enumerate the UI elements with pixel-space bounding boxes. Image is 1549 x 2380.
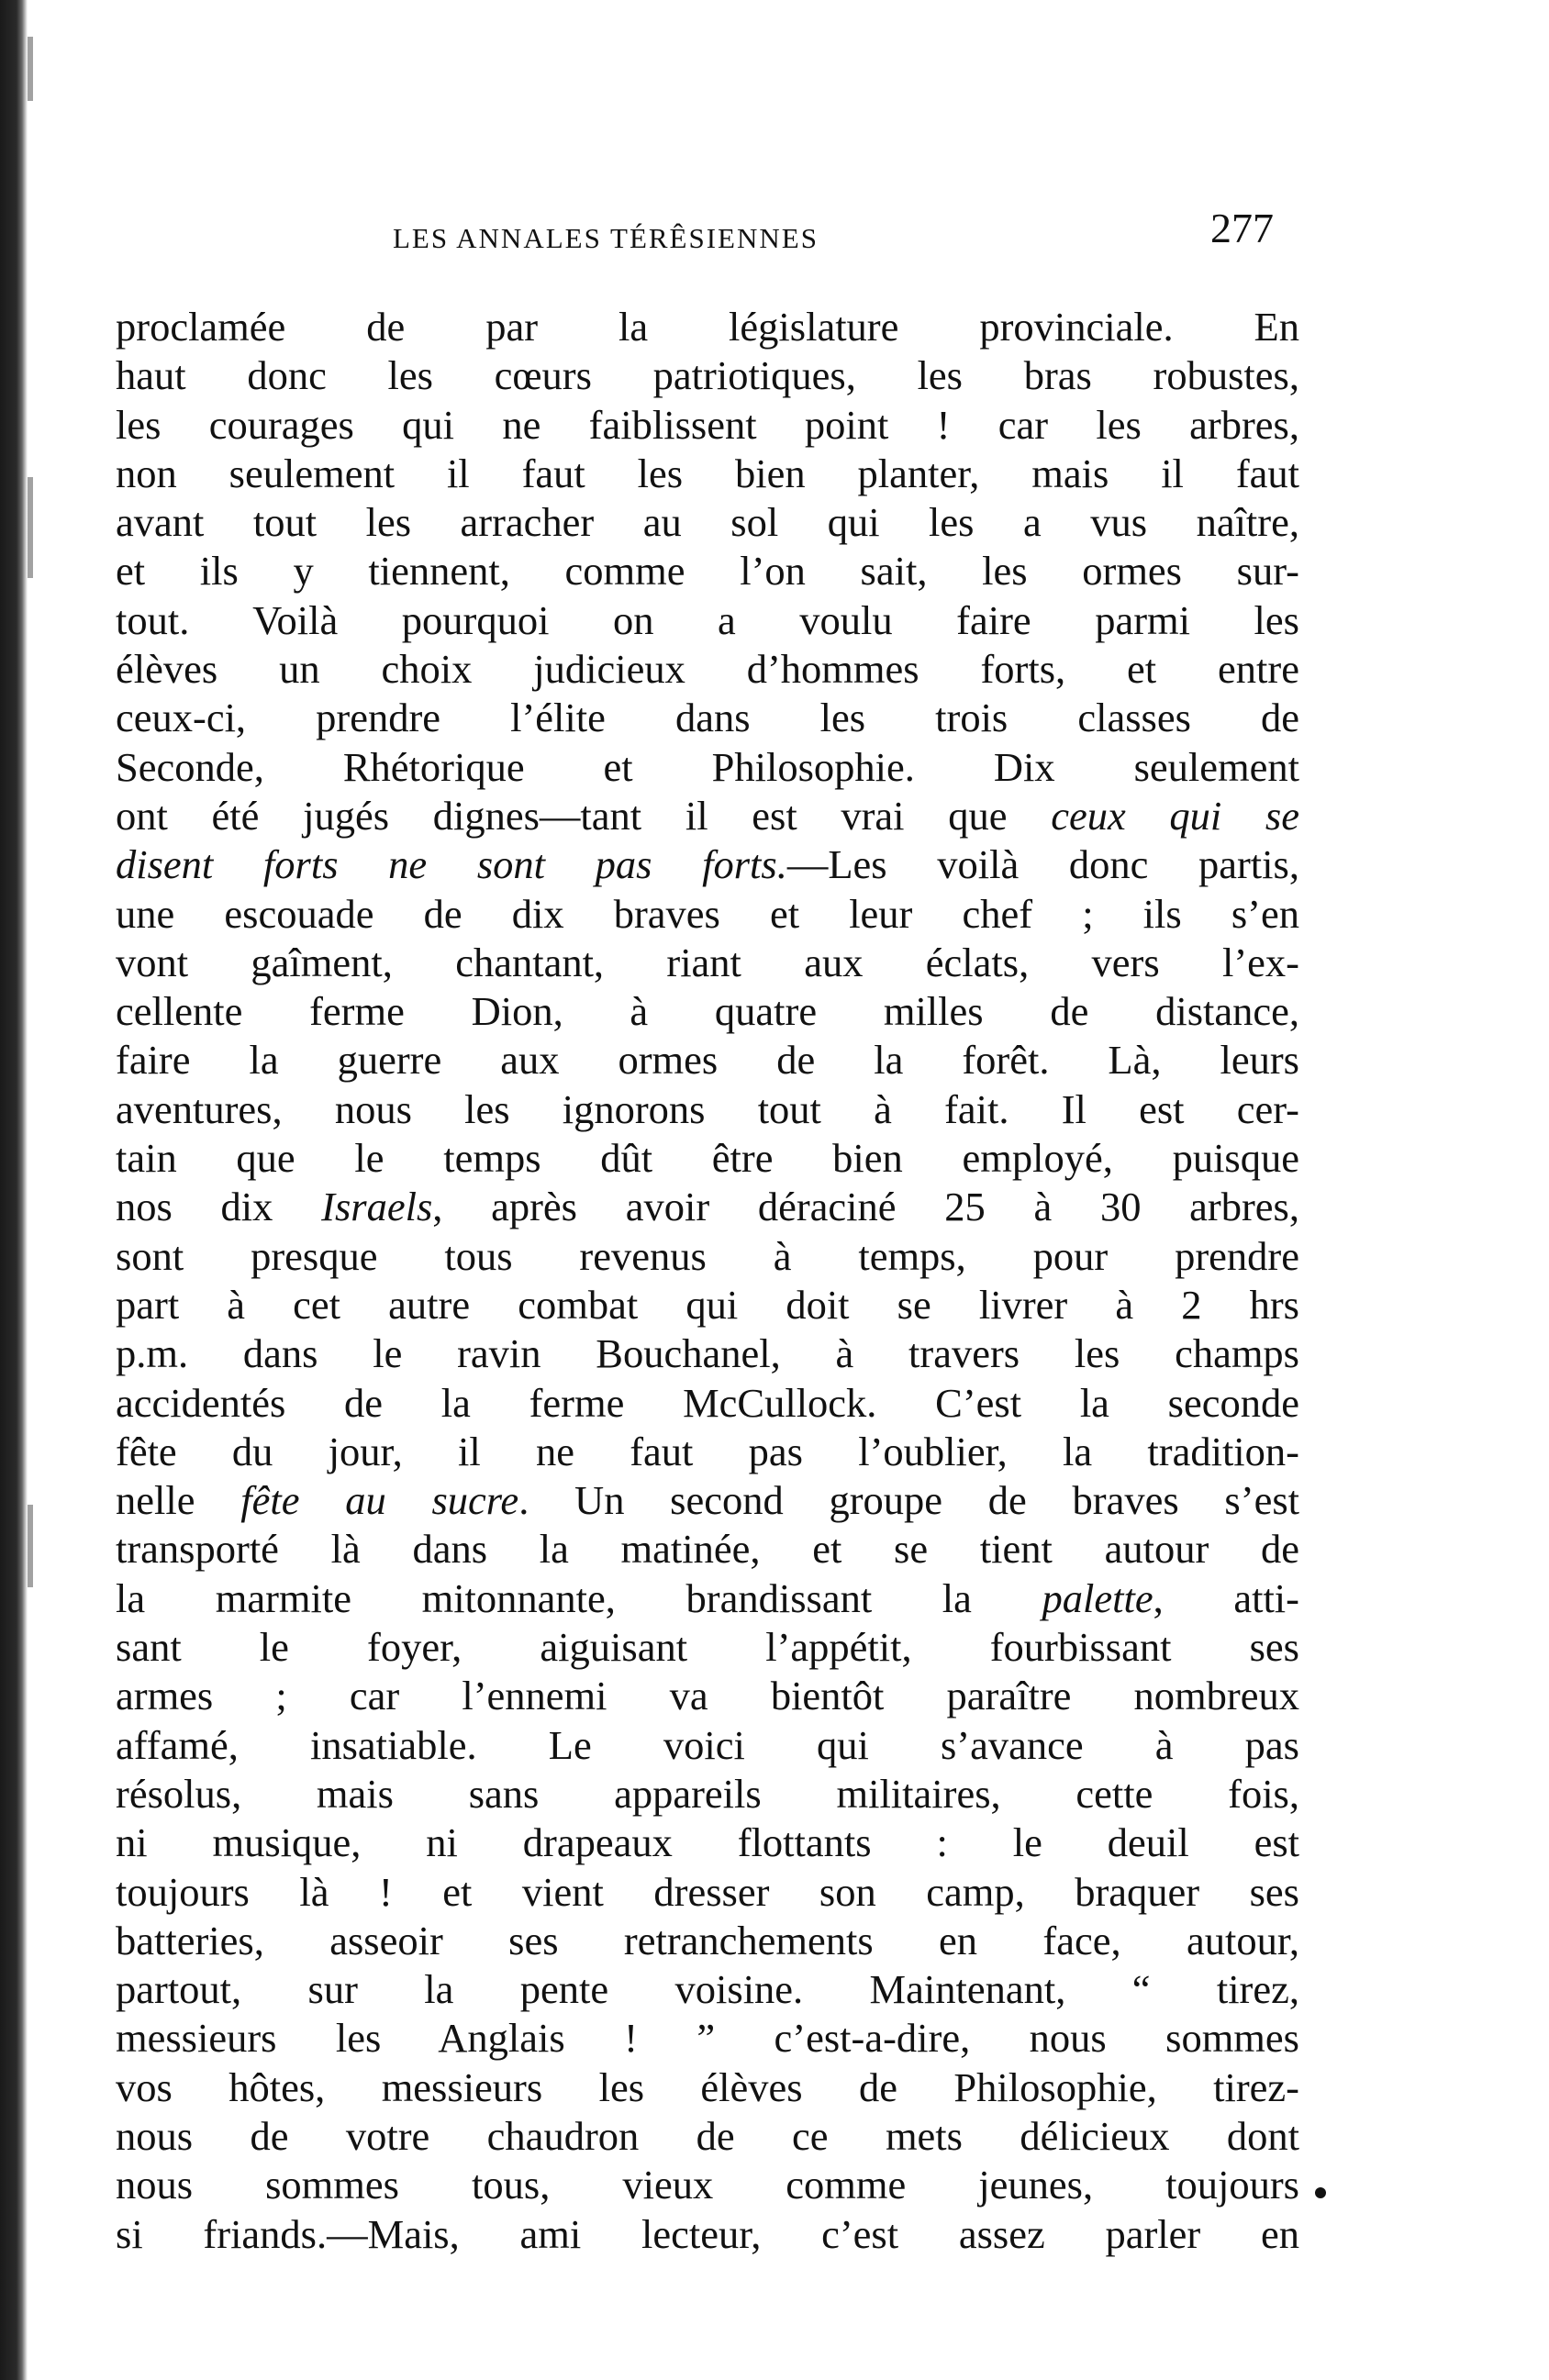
text-line [116,596,1299,645]
text-segment: , atti- [1153,1574,1299,1621]
italic-text: disent forts ne sont pas forts. [116,841,787,888]
text-line [116,792,1299,840]
page-number: 277 [1210,205,1274,251]
text-segment: messieurs les Anglais ! ” c’est-a-dire, nous sommes [116,2015,1299,2062]
text-segment: non seulement il faut les bien planter, mais il faut [116,450,1299,496]
text-segment: armes ; car l’ennemi va bientôt paraître nombreux [116,1673,1299,1719]
text-line [116,1868,1299,1917]
text-segment: cellente ferme Dion, à quatre milles de distance, [116,988,1299,1035]
text-line [116,351,1299,400]
text-segment: batteries, asseoir ses retranchements en face, autour, [116,1917,1299,1963]
running-title: LES ANNALES TÉRÊSIENNES [393,222,819,254]
text-segment: si friands.—Mais, ami lecteur, c’est assez parler en [116,2210,1299,2257]
text-line [116,1379,1299,1428]
text-line [116,890,1299,939]
text-line [116,1281,1299,1329]
text-segment: Seconde, Rhétorique et Philosophie. Dix seulement [116,743,1299,790]
text-segment: et ils y tiennent, comme l’on sait, les ormes sur- [116,548,1299,595]
text-line [116,2063,1299,2112]
text-segment: , après avoir déraciné 25 à 30 arbres, [432,1184,1300,1230]
binding-speck [28,37,33,101]
text-segment: avant tout les arracher au sol qui les a vus naître, [116,499,1299,546]
text-segment: sont presque tous revenus à temps, pour prendre [116,1232,1299,1279]
text-segment: élèves un choix judicieux d’hommes forts, et entre [116,646,1299,693]
text-segment: nous sommes tous, vieux comme jeunes, toujours [116,2162,1299,2208]
text-segment: fête du jour, il ne faut pas l’oublier, la tradition- [116,1428,1299,1474]
text-line [116,2161,1299,2209]
text-line [116,2112,1299,2161]
italic-text: Israels [321,1184,433,1230]
text-line [116,987,1299,1036]
text-segment: toujours là ! et vient dresser son camp, braquer ses [116,1868,1299,1915]
text-segment: partout, sur la pente voisine. Maintenant, “ tirez, [116,1966,1299,2013]
text-segment: la marmite mitonnante, brandissant la [116,1574,1042,1621]
text-line [116,939,1299,987]
text-line [116,743,1299,792]
binding-speck [28,1505,33,1587]
text-segment: sant le foyer, aiguisant l’appétit, fourbissant ses [116,1624,1299,1671]
text-segment: p.m. dans le ravin Bouchanel, à travers les champs [116,1330,1299,1377]
text-line [116,498,1299,547]
text-line [116,2014,1299,2063]
text-line [116,1476,1299,1525]
italic-text: palette [1042,1574,1153,1621]
text-line [116,547,1299,595]
body-text [116,303,1299,2259]
text-line [116,450,1299,498]
text-segment: ont été jugés dignes—tant il est vrai que [116,792,1052,839]
text-line [116,1818,1299,1867]
margin-mark [1315,2187,1326,2198]
text-segment: accidentés de la ferme McCullock. C’est la seconde [116,1379,1299,1426]
text-segment: tain que le temps dût être bien employé, puisque [116,1135,1299,1182]
text-segment: transporté là dans la matinée, et se tient autour de [116,1526,1299,1573]
text-segment: aventures, nous les ignorons tout à fait. Il est cer- [116,1085,1299,1132]
text-line [116,1232,1299,1281]
text-line [116,1574,1299,1623]
running-head [116,204,1274,268]
text-line [116,645,1299,694]
text-segment: ni musique, ni drapeaux flottants : le deuil est [116,1819,1299,1866]
text-segment: . Un second groupe de braves s’est [518,1477,1299,1524]
binding-speck [28,477,33,578]
text-line [116,1623,1299,1672]
text-line [116,694,1299,742]
text-segment: proclamée de par la législature provinciale. En [116,304,1299,350]
text-line [116,1428,1299,1476]
text-line [116,1134,1299,1183]
text-line [116,303,1299,351]
text-segment: part à cet autre combat qui doit se livrer à 2 hrs [116,1281,1299,1328]
text-segment: —Les voilà donc partis, [786,841,1299,888]
text-line [116,1525,1299,1574]
text-segment: une escouade de dix braves et leur chef ; ils s’en [116,890,1299,937]
text-segment: nous de votre chaudron de ce mets délicieux dont [116,2112,1299,2159]
text-segment: nos dix [116,1184,322,1230]
text-line [116,1036,1299,1084]
italic-text: ceux qui se [1051,792,1300,839]
text-line [116,1917,1299,1965]
text-line [116,1329,1299,1378]
text-segment: les courages qui ne faiblissent point ! car les arbres, [116,401,1299,448]
text-segment: tout. Voilà pourquoi on a voulu faire parmi les [116,596,1299,643]
text-segment: vont gaîment, chantant, riant aux éclats, vers l’ex- [116,939,1299,985]
text-line [116,840,1299,889]
text-line [116,1085,1299,1134]
text-line [116,1965,1299,2014]
text-line [116,1770,1299,1818]
text-segment: ceux-ci, prendre l’élite dans les trois classes de [116,695,1299,741]
text-segment: haut donc les cœurs patriotiques, les bras robustes, [116,352,1299,399]
text-line [116,1183,1299,1231]
text-line [116,1721,1299,1770]
text-segment: vos hôtes, messieurs les élèves de Philosophie, tirez- [116,2063,1299,2110]
text-line [116,2210,1299,2259]
text-segment: résolus, mais sans appareils militaires, cette fois, [116,1770,1299,1817]
text-segment: nelle [116,1477,241,1524]
text-line [116,401,1299,450]
text-segment: affamé, insatiable. Le voici qui s’avance à pas [116,1721,1299,1768]
text-segment: faire la guerre aux ormes de la forêt. Là, leurs [116,1037,1299,1084]
text-line [116,1672,1299,1720]
italic-text: fête au sucre [240,1477,519,1524]
binding-edge [0,0,28,2380]
